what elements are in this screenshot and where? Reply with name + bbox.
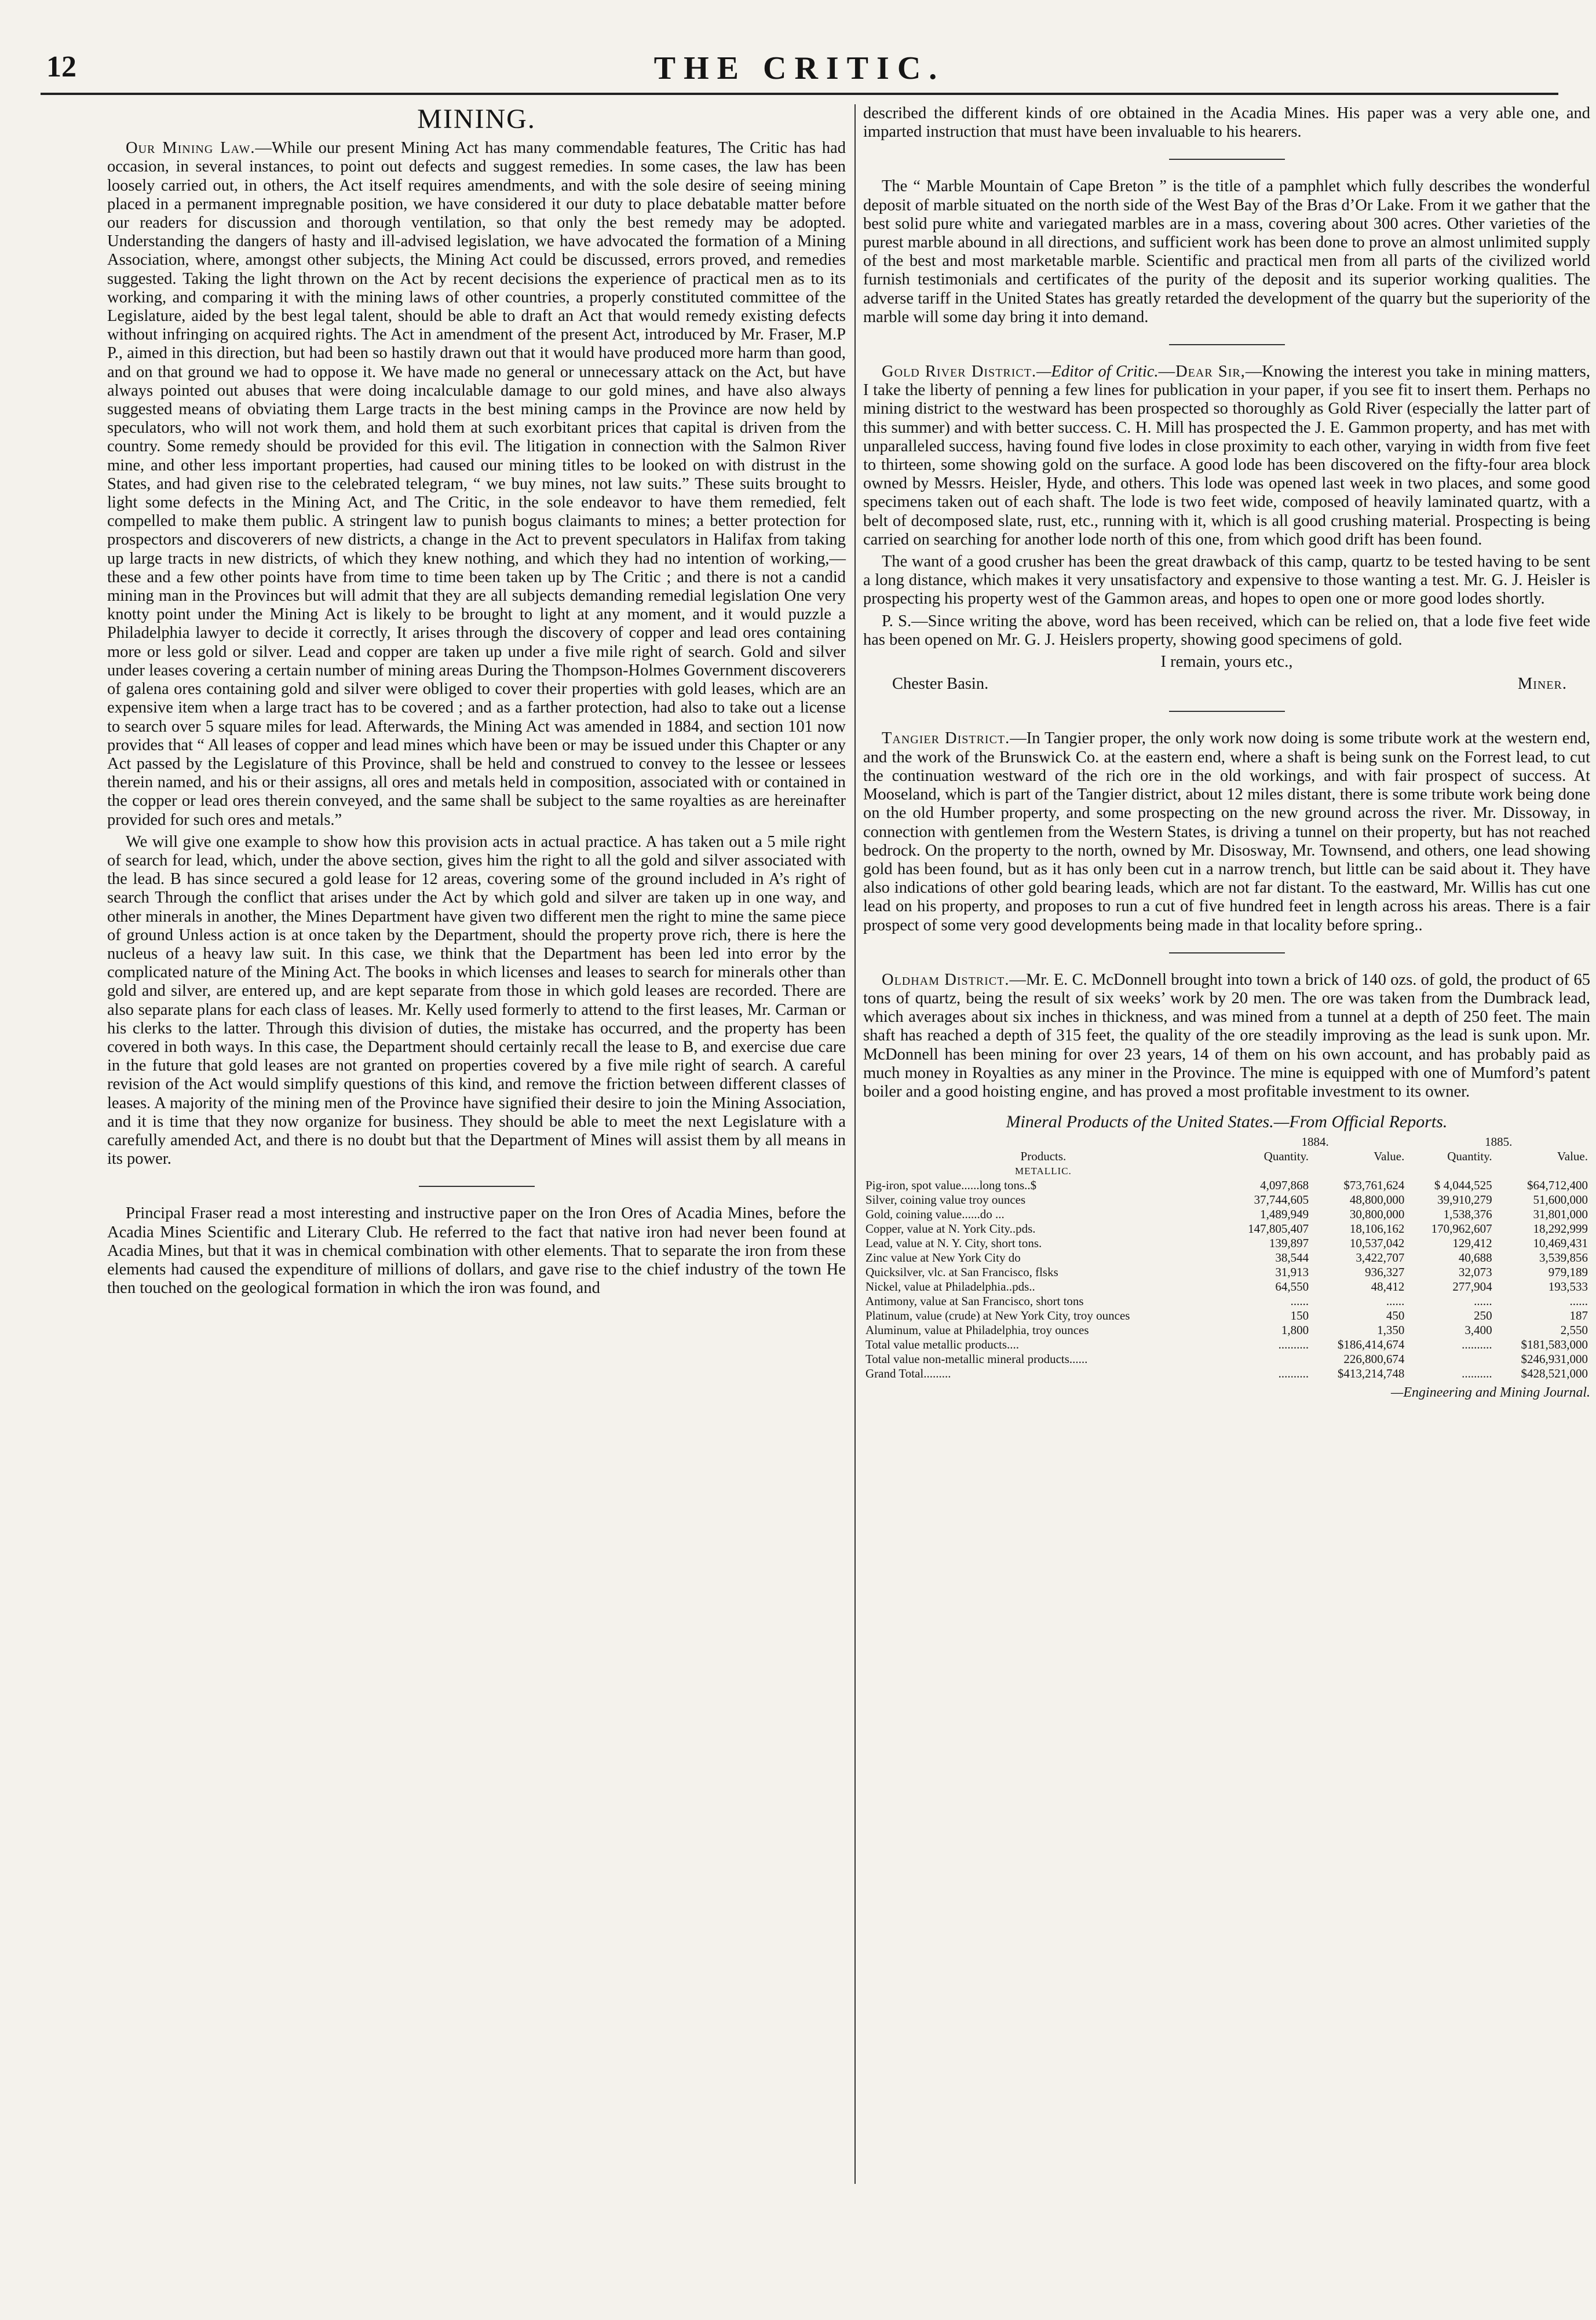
marble-article: The “ Marble Mountain of Cape Breton ” is the title of a pamphlet which fully describes the wonderful deposit of marble situated on the north side of the West Bay of the Bras d’Or Lake. From it we gather that the best solid pure white and variegated marbles are in a mass, covering about 300 acres. Other varieties of the purest marble abound in all directions, and sufficient work has been done to prove an almost unlimited supply of the best and most marketable marble. Scientific and practical men from all parts of the civilized world furnish testimonials and certificates of the purity of the deposit and its superior working qualities. The adverse tariff in the United States has greatly retarded the development of the quarry but the superiority of the marble will some day bring it into demand.	[863, 177, 1590, 326]
postscript: P. S.—Since writing the above, word has been received, which can be relied on, that a lode five feet wide has been opened on Mr. G. J. Heislers property, showing good specimens of gold.	[863, 612, 1590, 649]
cell: 31,913	[1275, 1265, 1309, 1280]
cell: 147,805,407	[1248, 1222, 1309, 1236]
cell: 31,801,000	[1533, 1207, 1588, 1222]
cell: 37,744,605	[1254, 1193, 1309, 1207]
row-label: Pig-iron, spot value......long tons..$	[865, 1178, 1037, 1193]
cell: 277,904	[1452, 1280, 1492, 1294]
article-body: —Mr. E. C. McDonnell brought into town a brick of 140 ozs. of gold, the product of 65 tons of quartz, being the result of six weeks’ work by 20 men. The ore was taken from the Dumbrack lead, which averages about six inches in thickness, and was mined from a tunnel at a depth of 250 feet. The main shaft has reached a depth of 315 feet, the quality of the ore steadily improving as the lead is sunk upon. Mr. McDonnell has been mining for over 23 years, 14 of them on his own account, and has probably paid as much money in Royalties as any miner in the Province. The mine is equipped with one of Mumford’s patent boiler and a good hoisting engine, and has proved a most profitable investment to its owner.	[863, 970, 1590, 1101]
cell: 1,538,376	[1443, 1207, 1492, 1222]
table-caption: Mineral Products of the United States.—From Official Reports.	[1006, 1112, 1448, 1132]
article-separator	[419, 1186, 535, 1187]
tangier-article	[863, 729, 1590, 934]
gold-river-article-cont: The want of a good crusher has been the great drawback of this camp, quartz to be tested having to be sent a long distance, which makes it very unsatisfactory and expensive to those wanting a test. Mr. G. J. Heisler is prospecting his property west of the Gammon areas, and hopes to open one or more good lodes shortly.	[863, 553, 1590, 608]
cell: $73,761,624	[1343, 1178, 1405, 1193]
column-divider	[854, 104, 856, 2184]
cell: 51,600,000	[1533, 1193, 1588, 1207]
year-1884: 1884.	[1301, 1135, 1329, 1149]
cell: 39,910,279	[1437, 1193, 1492, 1207]
fraser-paper-article: Principal Fraser read a most interesting and instructive paper on the Iron Ores of Acadia Mines, before the Acadia Mines Scientific and Literary Club. He referred to the fact that native iron had never been found at Acadia Mines, but that it was in chemical combination with other elements. That to separate the iron from these elements had caused the expenditure of millions of dollars, and gave rise to the chief industry of the town He then touched on the geological formation in which the iron was found, and	[107, 1204, 846, 1298]
letter-place: Chester Basin.	[892, 675, 989, 693]
cell: 250	[1474, 1309, 1492, 1323]
total-metallic-row: Total value metallic products.... .......... $186,414,674 .......... $181,583,000	[863, 1338, 1590, 1352]
article-body: —In Tangier proper, the only work now doing is some tribute work at the western end, and the work of the Brunswick Co. at the eastern end, where a shaft is being sunk on the Forrest lead, to cut the continuation westward of the rich ore in the old workings, and with fair prospect of success. At Mooseland, which is part of the Tangier district, about 12 miles distant, there is some tribute work being done on the old Humber property, and some prospecting on the new ground across the river. Mr. Dissoway, in connection with gentlemen from the Western States, is driving a tunnel on their property, but has not reached bedrock. On the property to the north, owned by Mr. Disosway, Mr. Townsend, and others, one lead showing gold has been found, but as it has only been cut in a narrow trench, but little can be said about it. They have also indications of other gold bearing leads, which are not far distant. To the eastward, Mr. Willis has cut one lead on his property, and proposes to run a cut of five hundred feet in length across his areas. There is a fair prospect of some very good developments being made in that locality before spring..	[863, 729, 1590, 934]
row-label: Copper, value at N. York City..pds.	[865, 1222, 1036, 1236]
row-label: Lead, value at N. Y. City, short tons.	[865, 1236, 1042, 1251]
table-credit: —Engineering and Mining Journal.	[1391, 1385, 1590, 1401]
right-column	[863, 104, 1590, 1402]
article-separator	[1169, 711, 1285, 712]
header-rule	[41, 93, 1558, 95]
gold-river-article	[863, 363, 1590, 549]
grand-total-row: Grand Total......... .......... $413,214,748 .......... $428,521,000	[863, 1367, 1590, 1381]
cell: 1,350	[1377, 1323, 1405, 1338]
signature-line	[863, 675, 1590, 693]
table-row	[863, 1309, 1590, 1323]
row-label: Grand Total.........	[865, 1367, 951, 1381]
table-row	[863, 1265, 1590, 1280]
cell: $ 4,044,525	[1434, 1178, 1492, 1193]
cell: $413,214,748	[1337, 1367, 1405, 1381]
cell: $186,414,674	[1337, 1338, 1405, 1352]
article-separator	[1169, 344, 1285, 345]
cell: 450	[1386, 1309, 1405, 1323]
cell: 30,800,000	[1349, 1207, 1405, 1222]
table-row	[863, 1323, 1590, 1338]
row-label: Aluminum, value at Philadelphia, troy ounces	[865, 1323, 1089, 1338]
oldham-article	[863, 971, 1590, 1101]
mineral-products-table	[863, 1135, 1590, 1381]
table-row	[863, 1280, 1590, 1294]
cell: 64,550	[1275, 1280, 1309, 1294]
cell: $64,712,400	[1527, 1178, 1588, 1193]
table-row	[863, 1251, 1590, 1265]
cell: $246,931,000	[1521, 1352, 1588, 1367]
cell: 979,189	[1548, 1265, 1588, 1280]
row-label: Quicksilver, vlc. at San Francisco, flsks	[865, 1265, 1058, 1280]
article-body: —While our present Mining Act has many commendable features, The Critic has had occasion, in several instances, to point out defects and suggest remedies. In some cases, the law has been loosely carried out, in others, the Act itself requires amendments, and with the sole desire of seeing mining placed in a permanent impregnable position, we have considered it our duty to place debatable matter before our readers for discussion and thorough ventilation, so that only the best remedy may be adopted. Understanding the dangers of hasty and ill-advised legislation, we have advocated the formation of a Mining Association, where, amongst other subjects, the Mining Act could be discussed, errors proved, and remedies suggested. Taking the light thrown on the Act by recent decisions the experience of practical men as to its working, and comparing it with the mining laws of other countries, a properly constituted committee of the Legislature, aided by the best legal talent, should be able to draft an Act that would remedy existing defects without infringing on acquired rights. The Act in amendment of the present Act, introduced by Mr. Fraser, M.P P., aimed in this direction, but had been so hastily drawn out that it would have produced more harm than good, and on that ground we had to oppose it. We have made no general or unnecessary attack on the Act, but have always pointed out abuses that were doing incalculable damage to our gold mines, and have also always suggested means of obviating them Large tracts in the best mining camps in the Province are now held by speculators, who will not work them, and hold them at such exorbitant prices that capital is driven from the country. Some remedy should be provided for this evil. The litigation in connection with the Salmon River mine, and other less important properties, had caused our mining titles to be looked on with distrust in the States, and had given rise to the celebrated telegram, “ we buy mines, not law suits.” These suits brought to light some defects in the Mining Act, and The Critic, in the sole endeavor to have them remedied, felt compelled to make them public. A stringent law to punish bogus claimants to mines; a better protection for prospectors and discoverers of new districts, a change in the Act to prevent speculators in Halifax from taking up large tracts in new districts, of which they knew nothing, and which they had no intention of working,—these and a few other points have from time to time been taken up by The Critic ; and there is not a candid mining man in the Provinces but will admit that they are all subjects demanding remedial legislation One very knotty point under the Mining Act is likely to be brought to light at any moment, and it would puzzle a Philadelphia lawyer to decide it correctly, It arises through the discovery of copper and lead ores containing more or less gold or silver. Lead and copper are taken up under a five mile right of search. Gold and silver under leases covering a certain number of mining areas During the Thompson-Holmes Government discoverers of galena ores containing gold and silver were obliged to cover their properties with gold leases, which are an expensive item when a large tract has to be covered ; and as a farther protection, had also to take out a license to search over 5 square miles for lead. Afterwards, the Mining Act was amended in 1884, and section 101 now provides that “ All leases of copper and lead mines which have been or may be issued under this Chapter or any Act passed by the Legislature of this Province, shall be held and construed to convey to the lessee or lessees therein named, and his or their assigns, all ores and metals held in composition, associated with or contained in the copper or lead ores therein conveyed, and the same shall be subject to the same royalties as are hereinafter provided for such ores and metals.”	[107, 139, 846, 829]
cell: 129,412	[1452, 1236, 1492, 1251]
cell: 40,688	[1458, 1251, 1492, 1265]
cell: 150	[1290, 1309, 1309, 1323]
mining-law-article	[107, 139, 846, 830]
table-year-row	[863, 1135, 1590, 1149]
fraser-paper-continued: described the different kinds of ore obtained in the Acadia Mines. His paper was a very able one, and imparted instruction that must have been invaluable to his hearers.	[863, 104, 1590, 141]
table-row	[863, 1222, 1590, 1236]
cell: 18,106,162	[1349, 1222, 1405, 1236]
closing-line: I remain, yours etc.,	[1160, 653, 1293, 671]
column-header: Quantity.	[1447, 1149, 1492, 1164]
cell: 3,539,856	[1539, 1251, 1588, 1265]
cell: 48,412	[1371, 1280, 1405, 1294]
table-row	[863, 1178, 1590, 1193]
cell: 936,327	[1365, 1265, 1405, 1280]
cell: ......	[1290, 1294, 1309, 1309]
row-label: Silver, coining value troy ounces	[865, 1193, 1026, 1207]
cell: 139,897	[1269, 1236, 1309, 1251]
cell: 170,962,607	[1431, 1222, 1492, 1236]
cell: 1,800	[1281, 1323, 1309, 1338]
cell: $181,583,000	[1521, 1338, 1588, 1352]
cell: 3,422,707	[1356, 1251, 1405, 1265]
table-header-row	[863, 1149, 1590, 1164]
year-1885: 1885.	[1485, 1135, 1513, 1149]
article-lead: Tangier District.	[882, 729, 1010, 748]
salutation: —Dear Sir,	[1158, 363, 1246, 381]
column-header: Value.	[1374, 1149, 1405, 1164]
cell: 187	[1569, 1309, 1588, 1323]
cell: 1,489,949	[1260, 1207, 1309, 1222]
row-label: Gold, coining value......do ...	[865, 1207, 1005, 1222]
cell: 193,533	[1548, 1280, 1588, 1294]
cell: ......	[1569, 1294, 1588, 1309]
left-column	[107, 104, 846, 1301]
row-label: Platinum, value (crude) at New York City, troy ounces	[865, 1309, 1130, 1323]
section-title: MINING.	[417, 104, 536, 134]
page-header	[41, 50, 1558, 90]
cell: 10,537,042	[1349, 1236, 1405, 1251]
row-label: Zinc value at New York City do	[865, 1251, 1021, 1265]
total-nonmetallic-row	[863, 1352, 1590, 1367]
letter-signature: Miner.	[1517, 675, 1567, 693]
table-row	[863, 1236, 1590, 1251]
table-row	[863, 1193, 1590, 1207]
row-label: Total value metallic products....	[865, 1338, 1020, 1352]
masthead-title: THE CRITIC.	[653, 50, 945, 86]
cell: 38,544	[1275, 1251, 1309, 1265]
article-separator	[1169, 159, 1285, 160]
cell: 10,469,431	[1533, 1236, 1588, 1251]
table-subheader: METALLIC.	[1014, 1166, 1072, 1177]
cell: 226,800,674	[1343, 1352, 1405, 1367]
column-header: Quantity.	[1263, 1149, 1309, 1164]
article-separator	[1169, 952, 1285, 953]
cell: 2,550	[1560, 1323, 1588, 1338]
cell: 32,073	[1458, 1265, 1492, 1280]
cell: 4,097,868	[1260, 1178, 1309, 1193]
cell: 48,800,000	[1349, 1193, 1405, 1207]
cell: 18,292,999	[1533, 1222, 1588, 1236]
cell: ......	[1474, 1294, 1492, 1309]
article-lead: Gold River District.	[882, 363, 1037, 381]
article-lead: Our Mining Law.	[126, 139, 255, 158]
article-lead: Oldham District.	[882, 970, 1010, 989]
mining-law-article-cont: We will give one example to show how this provision acts in actual practice. A has taken out a 5 mile right of search for lead, which, under the above section, gives him the right to all the gold and silver associated with the lead. B has since secured a gold lease for 12 areas, covering some of the ground included in A’s right of search Through the conflict that arises under the Act by which gold and silver are taken up in one way, and other minerals in another, the Mines Department have given two different men the right to mine the same piece of ground Unless action is at once taken by the Department, should the property prove rich, there is here the nucleus of a heavy law suit. In this case, we think that the Department has been led into error by the complicated nature of the Mining Act. The books in which licenses and leases to search for minerals other than gold and silver, are entered up, and are kept separate from those in which gold leases are recorded. There are also separate plans for each class of leases. Mr. Kelly used formerly to attend to the first leases, Mr. Carman or his clerks to the latter. Through this division of duties, the mistake has occurred, and the property has been covered in both ways. In this case, the Department should certainly recall the lease to B, and exercise due care in the future that gold leases are not granted on properties covered by a five mile right of search. A careful revision of the Act would simplify questions of this kind, and remove the friction between different classes of leases. A majority of the mining men of the Province have signified their desire to join the Mining Association, and it is time that they now organize for business. They should be able to meet the next Legislature with a carefully amended Act, and there is no doubt but that the Department of Mines will assist them by all means in its power.	[107, 832, 846, 1168]
cell: $428,521,000	[1521, 1367, 1588, 1381]
table-row	[863, 1294, 1590, 1309]
cell: 3,400	[1464, 1323, 1492, 1338]
row-label: Nickel, value at Philadelphia..pds..	[865, 1280, 1035, 1294]
table-row	[863, 1207, 1590, 1222]
column-header: Products.	[1020, 1149, 1067, 1164]
row-label: Total value non-metallic mineral products......	[865, 1352, 1088, 1367]
table-body	[863, 1178, 1590, 1338]
column-header: Value.	[1557, 1149, 1588, 1164]
article-body: —Knowing the interest you take in mining matters, I take the liberty of penning a few lines for publication in your paper, if you see fit to insert them. Perhaps no mining district to the westward has been prospected so thoroughly as Gold River (especially the latter part of this summer) and with better success. C. H. Mill has prospected the J. E. Gammon property, and has met with unparalleled success, having found five lodes in close proximity to each other, varying in width from five feet to thirteen, some showing gold on the surface. A good lode has been discovered on the fifty-four area block owned by Messrs. Heisler, Hyde, and others. This lode was opened last week in two places, and some good specimens taken out of each shaft. The lode is two feet wide, composed of heavily laminated quartz, with a belt of decomposed slate, rust, etc., running with it, which is all good crushing material. Prospecting is being carried on searching for another lode north of this one, from which good drift has been found.	[863, 363, 1591, 549]
row-label: Antimony, value at San Francisco, short tons	[865, 1294, 1084, 1309]
editor-line: —Editor of Critic.	[1036, 363, 1159, 381]
page-number: 12	[46, 50, 76, 83]
cell: ......	[1386, 1294, 1405, 1309]
